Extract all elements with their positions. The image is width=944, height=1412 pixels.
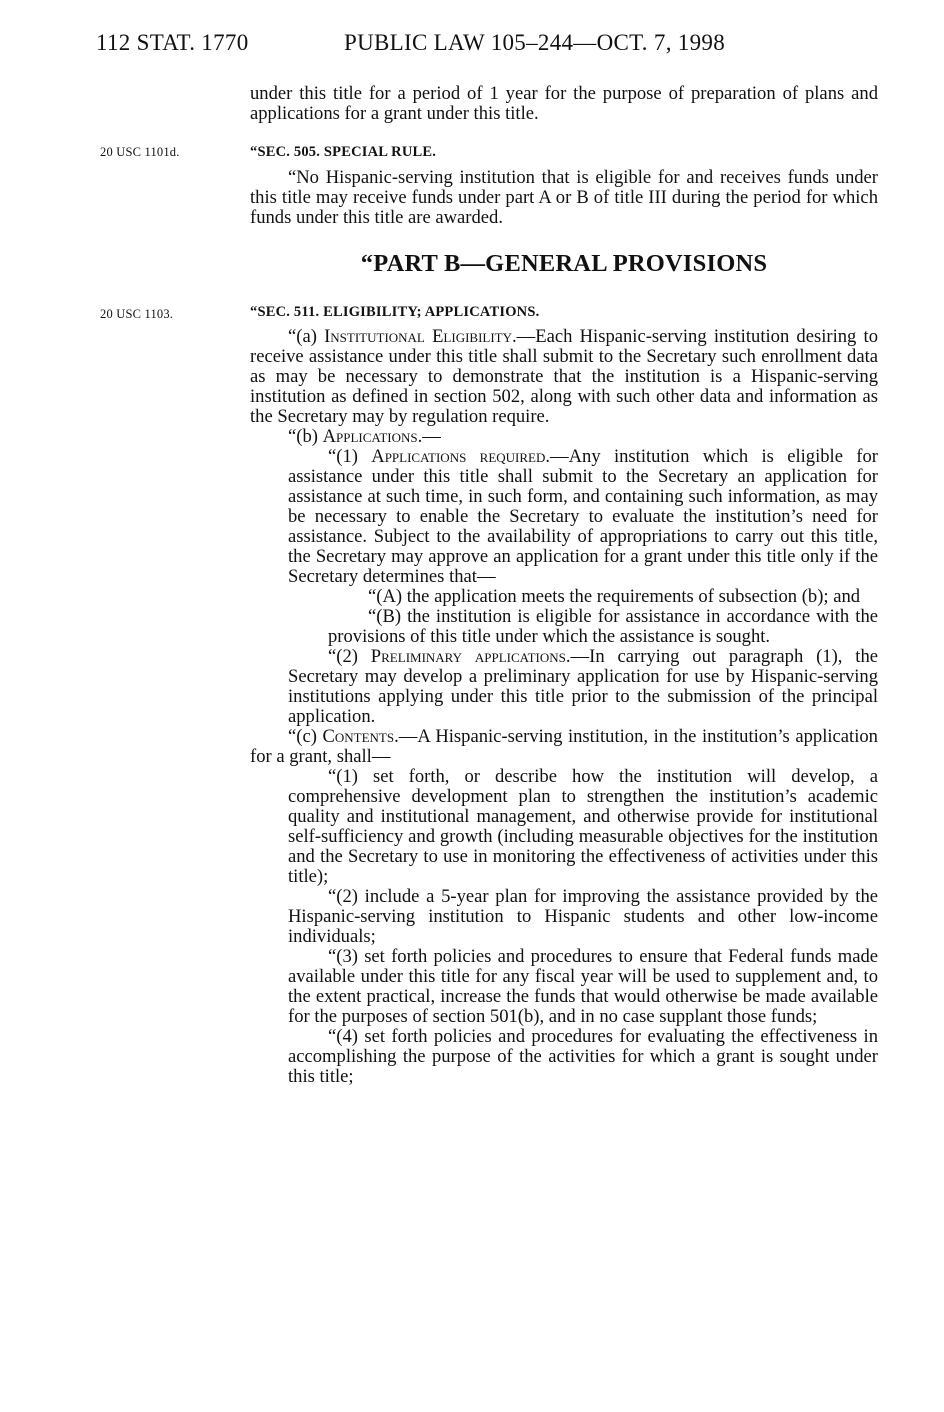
paragraph-b1-label: “(1) [328, 446, 372, 467]
subsection-b-title: Applications [322, 426, 418, 447]
stat-citation: 112 STAT. 1770 [96, 30, 249, 55]
paragraph-c4: “(4) set forth policies and procedures for evaluating the effectiveness in accomplishing the purpose of the activities for which a grant is sought under this title; [288, 1026, 878, 1087]
section-511 [100, 302, 878, 1087]
subsection-c [250, 727, 878, 767]
subparagraph-B: “(B) the institution is eligible for assistance in accordance with the provisions of this title under which the assistance is sought. [328, 606, 878, 647]
paragraph-b2-text: .—In carrying out paragraph (1), the Secretary may develop a preliminary application for use by Hispanic-serving institutions applying under this title prior to the submission of the principal application. [288, 646, 878, 727]
paragraph-c3: “(3) set forth policies and procedures to ensure that Federal funds made available under this title for any fiscal year will be used to supplement and, to the extent practical, increase the funds that would otherwise be made available for the purposes of section 501(b), and in no case supplant those funds; [288, 946, 878, 1027]
subsection-b-dash: .— [417, 426, 441, 447]
paragraph-b1-title: Applications required [371, 446, 546, 467]
subsection-b [250, 427, 878, 447]
subsection-a-text: .—Each Hispanic-serving institution desiring to receive assistance under this title shall submit to the Secretary such enrollment data as may be necessary to demonstrate that the institution is a Hispanic-serving institution as defined in section 502, along with such other data and information as the Secretary may by regulation require. [250, 326, 878, 427]
page-header [96, 30, 886, 64]
subsection-c-title: Contents [322, 726, 395, 747]
document-body [100, 83, 878, 1087]
margin-note-511: 20 USC 1103. [100, 307, 174, 321]
paragraph-b2 [288, 647, 878, 727]
subsection-b-label: “(b) [288, 426, 323, 447]
continuation-paragraph: under this title for a period of 1 year for the purpose of preparation of plans and applications for a grant under this title. [250, 83, 878, 124]
subsection-a-label: “(a) [288, 326, 325, 347]
margin-note-505: 20 USC 1101d. [100, 145, 180, 159]
section-505 [100, 142, 878, 228]
paragraph-c2: “(2) include a 5-year plan for improving the assistance provided by the Hispanic-serving institution to Hispanic students and other low-income individuals; [288, 886, 878, 947]
subsection-a [250, 327, 878, 427]
subparagraph-A: “(A) the application meets the requirements of subsection (b); and [368, 586, 861, 607]
section-505-text: “No Hispanic-serving institution that is eligible for and receives funds under this title may receive funds under part A or B of title III during the period for which funds under this title are awarded. [250, 167, 878, 228]
paragraph-b1-text: .—Any institution which is eligible for assistance under this title shall submit to the Secretary an application for assistance at such time, in such form, and containing such information, as may be necessary to enable the Secretary to evaluate the institution’s need for assistance. Subject to the availability of appropriations to carry out this title, the Secretary may approve an application for a grant under this title only if the Secretary determines that— [288, 446, 878, 587]
part-b-heading: “PART B—GENERAL PROVISIONS [360, 250, 768, 277]
subsection-a-title: Institutional Eligibility [324, 326, 513, 347]
section-511-heading: “SEC. 511. ELIGIBILITY; APPLICATIONS. [250, 304, 540, 320]
paragraph-c1: “(1) set forth, or describe how the institution will develop, a comprehensive development plan to strengthen the institution’s academic quality and institutional management, and otherwise provide for institutional self-sufficiency and growth (including measurable objectives for the institution and the Secretary to use in monitoring the effectiveness of activities under this title); [288, 766, 878, 887]
paragraph-b2-label: “(2) [328, 646, 371, 667]
section-505-heading: “SEC. 505. SPECIAL RULE. [250, 144, 437, 160]
subsection-c-text: .—A Hispanic-serving institution, in the institution’s application for a grant, shall— [250, 726, 878, 767]
law-citation: PUBLIC LAW 105–244—OCT. 7, 1998 [344, 30, 725, 55]
paragraph-b1 [288, 447, 878, 587]
paragraph-b2-title: Preliminary applications [370, 646, 566, 667]
subsection-c-label: “(c) [288, 726, 323, 747]
